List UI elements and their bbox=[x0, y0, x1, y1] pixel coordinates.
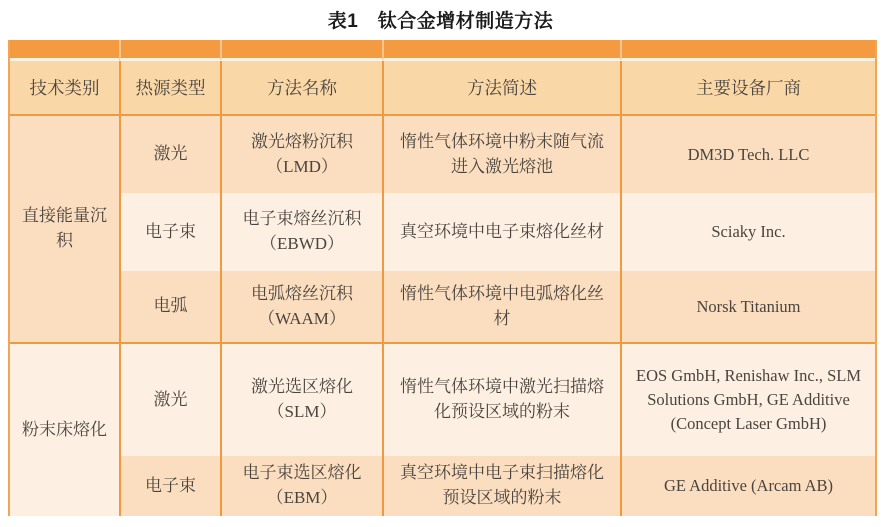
table-row bbox=[10, 116, 875, 193]
heat-source-cell: 电子束 bbox=[119, 193, 220, 271]
table-row bbox=[10, 456, 875, 516]
method-name-cell: 激光选区熔化（SLM） bbox=[220, 342, 382, 456]
method-name-cell: 电弧熔丝沉积（WAAM） bbox=[220, 271, 382, 342]
method-description-cell: 惰性气体环境中激光扫描熔化预设区域的粉末 bbox=[382, 342, 620, 456]
manufacturer-cell: EOS GmbH, Renishaw Inc., SLM Solutions GmbH, GE Additive (Concept Laser GmbH) bbox=[620, 342, 875, 456]
accent-strip-cell bbox=[382, 40, 620, 61]
header-cell-description: 方法简述 bbox=[382, 61, 620, 116]
table-wrapper bbox=[8, 40, 877, 516]
header-cell-heat-source: 热源类型 bbox=[119, 61, 220, 116]
table-title: 表1 钛合金增材制造方法 bbox=[327, 11, 554, 32]
method-name-cell: 激光熔粉沉积（LMD） bbox=[220, 116, 382, 193]
method-description-cell: 真空环境中电子束扫描熔化预设区域的粉末 bbox=[382, 456, 620, 516]
category-cell: 粉末床熔化 bbox=[10, 342, 119, 516]
manufacturer-cell: GE Additive (Arcam AB) bbox=[620, 456, 875, 516]
table-row bbox=[10, 271, 875, 342]
manufacturer-cell: Sciaky Inc. bbox=[620, 193, 875, 271]
accent-strip bbox=[10, 40, 875, 61]
page bbox=[0, 6, 881, 527]
accent-strip-cell bbox=[10, 40, 119, 61]
heat-source-cell: 激光 bbox=[119, 342, 220, 456]
heat-source-cell: 激光 bbox=[119, 116, 220, 193]
table-row bbox=[10, 193, 875, 271]
method-description-cell: 惰性气体环境中粉末随气流进入激光熔池 bbox=[382, 116, 620, 193]
category-cell: 直接能量沉积 bbox=[10, 116, 119, 342]
accent-strip-cell bbox=[119, 40, 220, 61]
accent-strip-cell bbox=[220, 40, 382, 61]
header-row bbox=[10, 61, 875, 116]
method-name-cell: 电子束熔丝沉积（EBWD） bbox=[220, 193, 382, 271]
methods-table bbox=[8, 40, 877, 516]
method-name-cell: 电子束选区熔化（EBM） bbox=[220, 456, 382, 516]
table-row bbox=[10, 342, 875, 456]
method-description-cell: 真空环境中电子束熔化丝材 bbox=[382, 193, 620, 271]
header-cell-manufacturer: 主要设备厂商 bbox=[620, 61, 875, 116]
heat-source-cell: 电子束 bbox=[119, 456, 220, 516]
accent-strip-cell bbox=[620, 40, 875, 61]
header-cell-category: 技术类别 bbox=[10, 61, 119, 116]
method-description-cell: 惰性气体环境中电弧熔化丝材 bbox=[382, 271, 620, 342]
manufacturer-cell: DM3D Tech. LLC bbox=[620, 116, 875, 193]
manufacturer-cell: Norsk Titanium bbox=[620, 271, 875, 342]
header-cell-method-name: 方法名称 bbox=[220, 61, 382, 116]
heat-source-cell: 电弧 bbox=[119, 271, 220, 342]
